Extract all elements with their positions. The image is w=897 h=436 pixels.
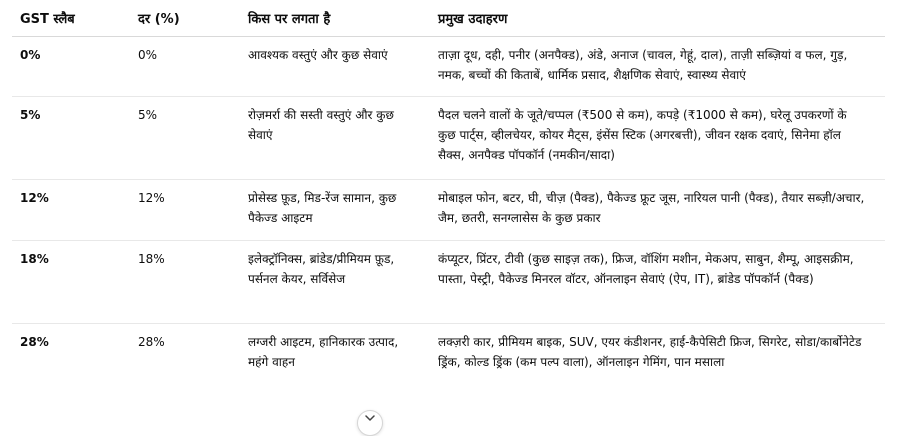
cell-slab: 0% bbox=[12, 37, 130, 97]
cell-rate: 5% bbox=[130, 97, 240, 180]
cell-slab: 12% bbox=[12, 180, 130, 241]
table-row bbox=[12, 324, 885, 390]
chevron-down-icon bbox=[365, 415, 375, 421]
header-examples: प्रमुख उदाहरण bbox=[430, 0, 885, 37]
cell-rate: 12% bbox=[130, 180, 240, 241]
cell-slab: 18% bbox=[12, 241, 130, 324]
header-gst-slab: GST स्लैब bbox=[12, 0, 130, 37]
cell-examples: ताज़ा दूध, दही, पनीर (अनपैक्ड), अंडे, अनाज (चावल, गेहूं, दाल), ताज़ी सब्ज़ियां व फल, गुड़, नमक, बच्चों की किताबें, धार्मिक प्रसाद, शैक्षणिक सेवाएं, स्वास्थ्य सेवाएं bbox=[430, 37, 885, 97]
table-row bbox=[12, 180, 885, 241]
cell-rate: 0% bbox=[130, 37, 240, 97]
cell-examples: पैदल चलने वालों के जूते/चप्पल (₹500 से कम), कपड़े (₹1000 से कम), घरेलू उपकरणों के कुछ पार्ट्स, व्हीलचेयर, कोयर मैट्स, इंसेंस स्टिक (अगरबत्ती), जीवन रक्षक दवाएं, सिनेमा हॉल सैक्स, अनपैक्ड पॉपकॉर्न (नमकीन/सादा) bbox=[430, 97, 885, 180]
cell-rate: 28% bbox=[138, 335, 165, 349]
cell-applies-to: प्रोसेस्ड फ़ूड, मिड-रेंज सामान, कुछ पैकेज्ड आइटम bbox=[240, 180, 430, 241]
table-row bbox=[12, 97, 885, 180]
cell-applies-to: आवश्यक वस्तुएं और कुछ सेवाएं bbox=[240, 37, 430, 97]
table-header-row bbox=[12, 0, 885, 37]
cell-slab: 5% bbox=[12, 97, 130, 180]
cell-applies-to: लग्जरी आइटम, हानिकारक उत्पाद, महंगे वाहन bbox=[248, 335, 399, 369]
gst-slab-table bbox=[12, 0, 885, 389]
cell-examples: मोबाइल फोन, बटर, घी, चीज़ (पैक्ड), पैकेज्ड फ्रूट जूस, नारियल पानी (पैक्ड), तैयार सब्ज़ी/अचार, जैम, छतरी, सनग्लासेस के कुछ प्रकार bbox=[430, 180, 885, 241]
scroll-down-button[interactable] bbox=[357, 410, 383, 436]
header-applies-to: किस पर लगता है bbox=[240, 0, 430, 37]
cell-slab: 28% bbox=[20, 335, 49, 349]
cell-examples: लक्ज़री कार, प्रीमियम बाइक, SUV, एयर कंडीशनर, हाई-कैपेसिटी फ्रिज, सिगरेट, सोडा/कार्बोनेटेड ड्रिंक, कोल्ड ड्रिंक (कम पल्प वाला), ऑनलाइन गेमिंग, पान मसाला bbox=[438, 335, 862, 369]
table-row bbox=[12, 241, 885, 324]
header-rate: दर (%) bbox=[130, 0, 240, 37]
cell-applies-to: रोज़मर्रा की सस्ती वस्तुएं और कुछ सेवाएं bbox=[240, 97, 430, 180]
cell-rate: 18% bbox=[130, 241, 240, 324]
cell-examples: कंप्यूटर, प्रिंटर, टीवी (कुछ साइज़ तक), फ्रिज, वॉशिंग मशीन, मेकअप, साबुन, शैम्पू, आइसक्रीम, पास्ता, पेस्ट्री, पैकेज्ड मिनरल वॉटर, ऑनलाइन सेवाएं (ऐप, IT), ब्रांडेड पॉपकॉर्न (पैक्ड) bbox=[430, 241, 885, 324]
table-row bbox=[12, 37, 885, 97]
cell-applies-to: इलेक्ट्रॉनिक्स, ब्रांडेड/प्रीमियम फ़ूड, पर्सनल केयर, सर्विसेज bbox=[240, 241, 430, 324]
